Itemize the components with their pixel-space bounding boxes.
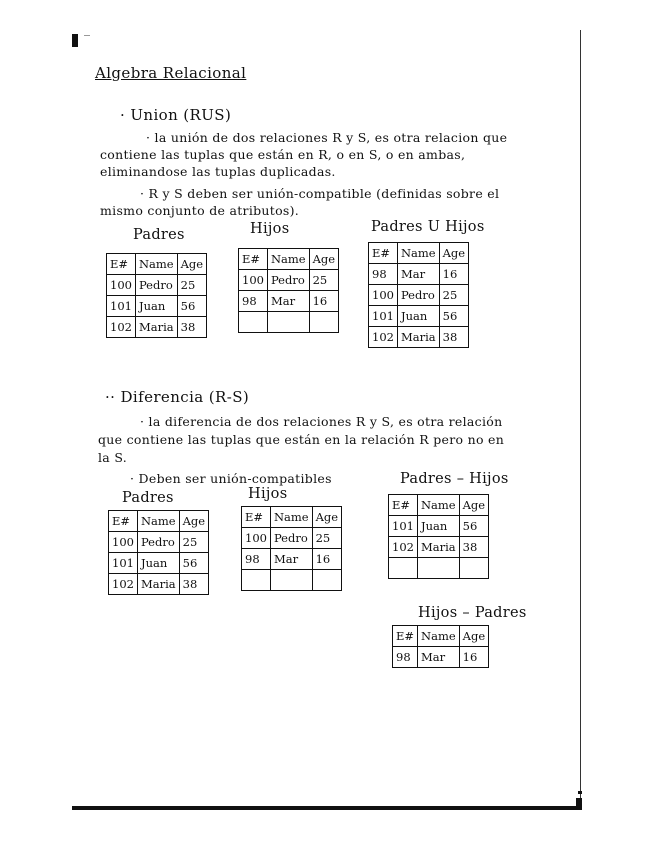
table-cell: 25	[312, 528, 341, 549]
column-header: E#	[389, 495, 418, 516]
table-cell: 101	[107, 296, 136, 317]
column-header: E#	[242, 507, 271, 528]
difference-padres-caption: Padres	[122, 490, 174, 506]
table-cell: Juan	[137, 553, 179, 574]
table-row	[389, 558, 489, 579]
union-padres-table	[106, 253, 207, 338]
table-cell: 101	[369, 306, 398, 327]
table-row	[369, 285, 469, 306]
difference-paragraph-line: que contiene las tuplas que están en la relación R pero no en	[98, 432, 505, 447]
column-header: E#	[393, 626, 418, 647]
union-heading: · Union (RUS)	[120, 106, 232, 124]
union-hijos-caption: Hijos	[250, 221, 290, 237]
page-corner-dot	[578, 791, 582, 794]
column-header: Age	[309, 249, 338, 270]
table-cell: 100	[109, 532, 138, 553]
table-row	[109, 553, 209, 574]
difference-paragraph-line: la S.	[98, 450, 128, 465]
page-corner-mark	[72, 34, 78, 47]
table-cell: Pedro	[397, 285, 439, 306]
column-header: Age	[459, 495, 488, 516]
union-result-table	[368, 242, 469, 348]
table-cell	[459, 558, 488, 579]
table-cell: 100	[239, 270, 268, 291]
table-header-row	[393, 626, 489, 647]
union-paragraph-line: mismo conjunto de atributos).	[100, 203, 300, 218]
table-cell: Pedro	[270, 528, 312, 549]
table-cell: Juan	[417, 516, 459, 537]
column-header: Name	[137, 511, 179, 532]
union-paragraph-line: · la unión de dos relaciones R y S, es otra relacion que	[146, 130, 508, 145]
union-padres-caption: Padres	[133, 227, 185, 243]
column-header: Name	[270, 507, 312, 528]
table-row	[107, 296, 207, 317]
table-cell: 102	[369, 327, 398, 348]
table-cell	[242, 570, 271, 591]
table-row	[369, 327, 469, 348]
table-cell: 102	[389, 537, 418, 558]
table-header-row	[239, 249, 339, 270]
page-corner-mark-bottom	[576, 798, 582, 810]
table-cell: Maria	[137, 574, 179, 595]
difference-paragraph-line: · Deben ser unión-compatibles	[130, 471, 332, 486]
table-cell: 38	[459, 537, 488, 558]
table-cell: Pedro	[135, 275, 177, 296]
table-header-row	[389, 495, 489, 516]
table-cell: 98	[239, 291, 268, 312]
table-cell: Mar	[267, 291, 309, 312]
table-header-row	[242, 507, 342, 528]
column-header: Age	[459, 626, 488, 647]
table-row	[393, 647, 489, 668]
column-header: E#	[239, 249, 268, 270]
difference-paragraph-line: · la diferencia de dos relaciones R y S, es otra relación	[140, 414, 503, 429]
table-cell: 100	[369, 285, 398, 306]
table-cell: 25	[309, 270, 338, 291]
column-header: Name	[135, 254, 177, 275]
difference-heading: ·· Diferencia (R-S)	[105, 388, 250, 406]
table-cell	[417, 558, 459, 579]
table-cell: 16	[439, 264, 468, 285]
column-header: Name	[417, 495, 459, 516]
table-row	[107, 317, 207, 338]
table-cell	[267, 312, 309, 333]
table-cell: 101	[389, 516, 418, 537]
table-cell: 56	[439, 306, 468, 327]
hijos-minus-padres-caption: Hijos – Padres	[418, 605, 527, 621]
table-cell: 25	[177, 275, 206, 296]
table-cell: 38	[439, 327, 468, 348]
table-cell: 100	[107, 275, 136, 296]
table-row	[239, 270, 339, 291]
table-cell	[389, 558, 418, 579]
table-cell: Mar	[270, 549, 312, 570]
table-cell: 25	[439, 285, 468, 306]
difference-hijos-caption: Hijos	[248, 486, 288, 502]
table-row	[109, 574, 209, 595]
page-title: Algebra Relacional	[95, 64, 247, 82]
table-cell: 98	[393, 647, 418, 668]
table-cell: 16	[309, 291, 338, 312]
table-cell: 25	[179, 532, 208, 553]
table-row	[242, 528, 342, 549]
table-row	[109, 532, 209, 553]
table-cell: Maria	[417, 537, 459, 558]
table-cell: 16	[459, 647, 488, 668]
column-header: E#	[107, 254, 136, 275]
table-cell: Pedro	[267, 270, 309, 291]
difference-padres-table	[108, 510, 209, 595]
union-hijos-table	[238, 248, 339, 333]
column-header: Name	[418, 626, 460, 647]
table-cell: 98	[242, 549, 271, 570]
table-row	[239, 312, 339, 333]
page-bottom-rule	[72, 806, 580, 810]
table-cell: 98	[369, 264, 398, 285]
table-cell: Juan	[397, 306, 439, 327]
page-corner-dash	[84, 35, 90, 36]
column-header: Age	[439, 243, 468, 264]
column-header: E#	[369, 243, 398, 264]
table-cell	[270, 570, 312, 591]
table-cell: 38	[179, 574, 208, 595]
padres-minus-hijos-table	[388, 494, 489, 579]
column-header: Name	[397, 243, 439, 264]
table-cell: 56	[179, 553, 208, 574]
union-paragraph-line: eliminandose las tuplas duplicadas.	[100, 164, 336, 179]
table-cell: Pedro	[137, 532, 179, 553]
table-row	[242, 549, 342, 570]
table-cell	[239, 312, 268, 333]
padres-minus-hijos-caption: Padres – Hijos	[400, 471, 509, 487]
table-cell: 56	[459, 516, 488, 537]
table-cell: 101	[109, 553, 138, 574]
table-cell	[309, 312, 338, 333]
column-header: Name	[267, 249, 309, 270]
table-cell: 16	[312, 549, 341, 570]
difference-hijos-table	[241, 506, 342, 591]
table-header-row	[107, 254, 207, 275]
union-result-caption: Padres U Hijos	[371, 219, 485, 235]
table-cell: 56	[177, 296, 206, 317]
table-header-row	[109, 511, 209, 532]
table-cell: 38	[177, 317, 206, 338]
table-row	[389, 516, 489, 537]
table-cell: Juan	[135, 296, 177, 317]
table-cell: Maria	[397, 327, 439, 348]
column-header: Age	[179, 511, 208, 532]
hijos-minus-padres-table	[392, 625, 489, 668]
column-header: Age	[312, 507, 341, 528]
table-row	[239, 291, 339, 312]
table-row	[369, 264, 469, 285]
table-header-row	[369, 243, 469, 264]
table-cell: 102	[109, 574, 138, 595]
table-cell	[312, 570, 341, 591]
table-cell: Mar	[418, 647, 460, 668]
union-paragraph-line: · R y S deben ser unión-compatible (definidas sobre el	[140, 186, 500, 201]
page-right-edge	[580, 30, 581, 800]
column-header: Age	[177, 254, 206, 275]
column-header: E#	[109, 511, 138, 532]
table-row	[369, 306, 469, 327]
table-row	[389, 537, 489, 558]
table-cell: 102	[107, 317, 136, 338]
table-cell: Maria	[135, 317, 177, 338]
table-row	[242, 570, 342, 591]
table-cell: 100	[242, 528, 271, 549]
table-cell: Mar	[397, 264, 439, 285]
union-paragraph-line: contiene las tuplas que están en R, o en S, o en ambas,	[100, 147, 466, 162]
table-row	[107, 275, 207, 296]
